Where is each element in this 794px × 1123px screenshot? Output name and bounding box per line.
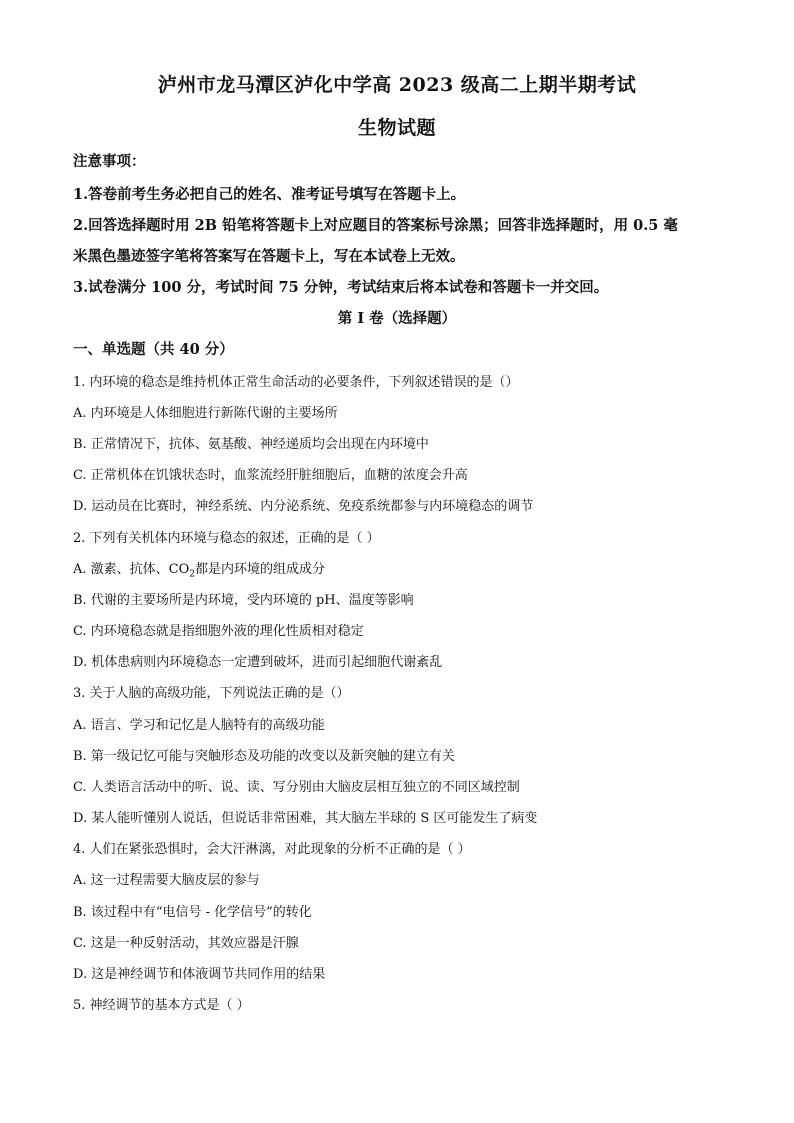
- question-4-option-b: B. 该过程中有“电信号 - 化学信号”的转化: [73, 905, 312, 920]
- question-5-stem: 5. 神经调节的基本方式是（ ）: [73, 998, 250, 1013]
- question-4-option-c: C. 这是一种反射活动，其效应器是汗腺: [73, 936, 299, 951]
- question-3-option-a: A. 语言、学习和记忆是人脑特有的高级功能: [73, 718, 325, 733]
- question-2-option-c: C. 内环境稳态就是指细胞外液的理化性质相对稳定: [73, 624, 364, 639]
- note-item-1: 1.答卷前考生务必把自己的姓名、准考证号填写在答题卡上。: [73, 186, 466, 203]
- question-3-option-c: C. 人类语言活动中的听、说、读、写分别由大脑皮层相互独立的不同区域控制: [73, 780, 520, 795]
- section-heading: 一、单选题（共 40 分）: [73, 341, 234, 358]
- question-2-option-a-subscript: 2: [189, 569, 195, 580]
- question-4-stem: 4. 人们在紧张恐惧时，会大汗淋漓，对此现象的分析不正确的是（ ）: [73, 842, 471, 857]
- question-4-option-d: D. 这是神经调节和体液调节共同作用的结果: [73, 967, 326, 982]
- question-3-option-d: D. 某人能听懂别人说话，但说话非常困难，其大脑左半球的 S 区可能发生了病变: [73, 811, 538, 826]
- question-2-option-b: B. 代谢的主要场所是内环境，受内环境的 pH、温度等影响: [73, 593, 414, 608]
- question-3-stem: 3. 关于人脑的高级功能，下列说法正确的是（）: [73, 686, 350, 701]
- notes-heading: 注意事项：: [73, 153, 146, 170]
- note-item-2-line-1: 2.回答选择题时用 2B 铅笔将答题卡上对应题目的答案标号涂黑；回答非选择题时，用 0.5 毫: [73, 217, 678, 234]
- question-1-option-a: A. 内环境是人体细胞进行新陈代谢的主要场所: [73, 406, 338, 421]
- question-2-option-a-text-end: 都是内环境的组成成分: [195, 562, 326, 577]
- exam-subject: 生物试题: [357, 117, 436, 139]
- part-title: 第 I 卷（选择题）: [337, 310, 457, 327]
- question-1-stem: 1. 内环境的稳态是维持机体正常生命活动的必要条件，下列叙述错误的是（）: [73, 375, 519, 390]
- question-3-option-b: B. 第一级记忆可能与突触形态及功能的改变以及新突触的建立有关: [73, 749, 455, 764]
- note-item-2-line-2: 米黑色墨迹签字笔将答案写在答题卡上，写在本试卷上无效。: [73, 248, 465, 265]
- question-1-option-b: B. 正常情况下，抗体、氨基酸、神经递质均会出现在内环境中: [73, 437, 429, 452]
- note-item-3: 3.试卷满分 100 分，考试时间 75 分钟，考试结束后将本试卷和答题卡一并交回。: [73, 279, 609, 296]
- question-2-stem: 2. 下列有关机体内环境与稳态的叙述，正确的是（ ）: [73, 531, 380, 546]
- question-1-option-d: D. 运动员在比赛时，神经系统、内分泌系统、免疫系统都参与内环境稳态的调节: [73, 499, 534, 514]
- question-1-option-c: C. 正常机体在饥饿状态时，血浆流经肝脏细胞后，血糖的浓度会升高: [73, 468, 468, 483]
- question-4-option-a: A. 这一过程需要大脑皮层的参与: [73, 873, 260, 888]
- question-2-option-a-text: A. 激素、抗体、CO: [73, 562, 190, 577]
- exam-title: 泸州市龙马潭区泸化中学高 2023 级高二上期半期考试: [157, 74, 637, 96]
- question-2-option-a: [73, 558, 733, 580]
- question-2-option-d: D. 机体患病则内环境稳态一定遭到破坏，进而引起细胞代谢紊乱: [73, 655, 443, 670]
